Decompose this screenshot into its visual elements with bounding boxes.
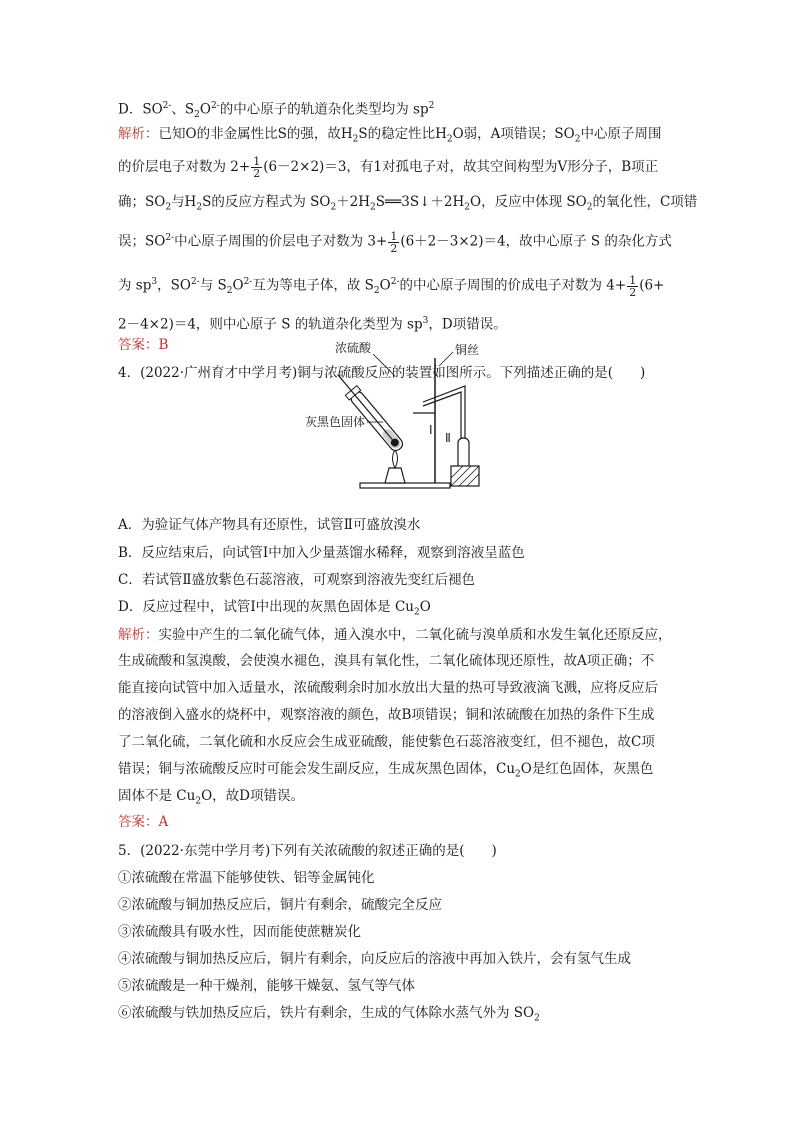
q4-explanation-line-3: 能直接向试管中加入适量水，浓硫酸剩余时加水放出大量的热可导致液滴飞溅，应将反应后	[118, 680, 658, 696]
q5-stem: 5．(2022·东莞中学月考)下列有关浓硫酸的叙述正确的是( )	[118, 843, 497, 859]
explanation-label: 解析：	[118, 627, 159, 643]
q3-explanation-line-6: 2－4×2)＝4，则中心原子 S 的轨道杂化类型为 $sp^3$，D项错误。	[118, 316, 507, 333]
explanation-label: 解析：	[118, 126, 159, 142]
q4-explanation-line-6: 错误；铜与浓硫酸反应时可能会发生副反应，生成灰黑色固体，$Cu_2O$是红色固体，灰黑色	[118, 761, 654, 780]
q5-statement-2: ②浓硫酸与铜加热反应后，铜片有剩余，硫酸完全反应	[118, 897, 442, 913]
q4-explanation-line-4: 的溶液倒入盛水的烧杯中，观察溶液的颜色，故B项错误；铜和浓硫酸在加热的条件下生成	[118, 707, 655, 723]
apparatus-figure	[305, 338, 495, 508]
fraction-half: $\frac{1}{2}$	[390, 229, 398, 255]
q4-stem: 4．(2022·广州育才中学月考)铜与浓硫酸反应的装置如图所示。下列描述正确的是( )	[118, 365, 646, 381]
q5-statement-3: ③浓硫酸具有吸水性，因而能使蔗糖炭化	[118, 924, 361, 940]
q4-explanation-line-2: 生成硫酸和氢溴酸，会使溴水褪色，溴具有氧化性，二氧化硫体现还原性，故A项正确；不	[118, 653, 655, 669]
q4-option-a: A．为验证气体产物具有还原性，试管Ⅱ可盛放溴水	[118, 517, 421, 533]
q3-explanation-line-3: 确；$SO_2$与$H_2S$的反应方程式为 $SO_2+2H_2S══3S↓+2H_2O$，反应中体现 $SO_2$的氧化性，C项错	[118, 194, 698, 213]
q4-explanation-line-5: 了二氧化硫，二氧化硫和水反应会生成亚硫酸，能使紫色石蕊溶液变红，但不褪色，故C项	[118, 734, 655, 750]
label-copper-wire: 铜丝	[455, 343, 480, 357]
label-concentrated-sulfuric-acid: 浓硫酸	[335, 341, 372, 355]
fraction-half: $\frac{1}{2}$	[629, 273, 637, 299]
q4-explanation-line-7: 固体不是 $Cu_2O$，故D项错误。	[118, 788, 304, 807]
q5-statement-1: ①浓硫酸在常温下能够使铁、铝等金属钝化	[118, 870, 375, 886]
q3-option-d: D．$SO^{2-}$、$S_2O^{2-}$的中心原子的轨道杂化类型均为 $sp^2$	[118, 101, 435, 121]
q3-explanation-line-2: 的价层电子对数为 2+ $\frac{1}{2}$ (6－2×2)＝3，有1对孤电子对，故其空间构型为V形分子，B项正	[118, 155, 659, 180]
label-gray-black-solid: 灰黑色固体	[305, 415, 366, 429]
q4-option-b: B．反应结束后，向试管Ⅰ中加入少量蒸馏水稀释，观察到溶液呈蓝色	[118, 545, 525, 561]
q4-option-d: D．反应过程中，试管Ⅰ中出现的灰黑色固体是 $Cu_2O$	[118, 599, 431, 618]
q5-statement-4: ④浓硫酸与铜加热反应后，铜片有剩余，向反应后的溶液中再加入铁片，会有氢气生成	[118, 951, 631, 967]
label-tube-1: Ⅰ	[429, 423, 433, 437]
q3-answer: 答案：B	[118, 337, 169, 353]
q4-explanation-line-1: 解析：实验中产生的二氧化硫气体，通入溴水中，二氧化硫与溴单质和水发生氧化还原反应，	[118, 627, 672, 643]
q3-explanation-line-4: 误；$SO^{2-}$中心原子周围的价层电子对数为 3+ $\frac{1}{2}$ (6＋2－3×2)＝4，故中心原子 S 的杂化方式	[118, 229, 672, 255]
q5-statement-6: ⑥浓硫酸与铁加热反应后，铁片有剩余，生成的气体除水蒸气外为 $SO_2$	[118, 1005, 540, 1024]
q3-explanation-line-1: 解析：已知O的非金属性比S的强，故$H_2S$的稳定性比$H_2O$弱，A项错误；$SO_2$中心原子周围	[118, 126, 662, 145]
fraction-half: $\frac{1}{2}$	[253, 155, 261, 180]
q4-answer: 答案：A	[118, 814, 169, 830]
q3-explanation-line-5: 为 $sp^3$，$SO^{2-}$与 $S_2O^{2-}$互为等电子体，故 $S_2O^{2-}$的中心原子周围的价成电子对数为 4+ $\frac{1}{2}$ (6+	[118, 273, 665, 299]
q5-statement-5: ⑤浓硫酸是一种干燥剂，能够干燥氨、氢气等气体	[118, 978, 415, 994]
label-tube-2: Ⅱ	[445, 431, 451, 445]
q4-option-c: C．若试管Ⅱ盛放紫色石蕊溶液，可观察到溶液先变红后褪色	[118, 572, 476, 588]
